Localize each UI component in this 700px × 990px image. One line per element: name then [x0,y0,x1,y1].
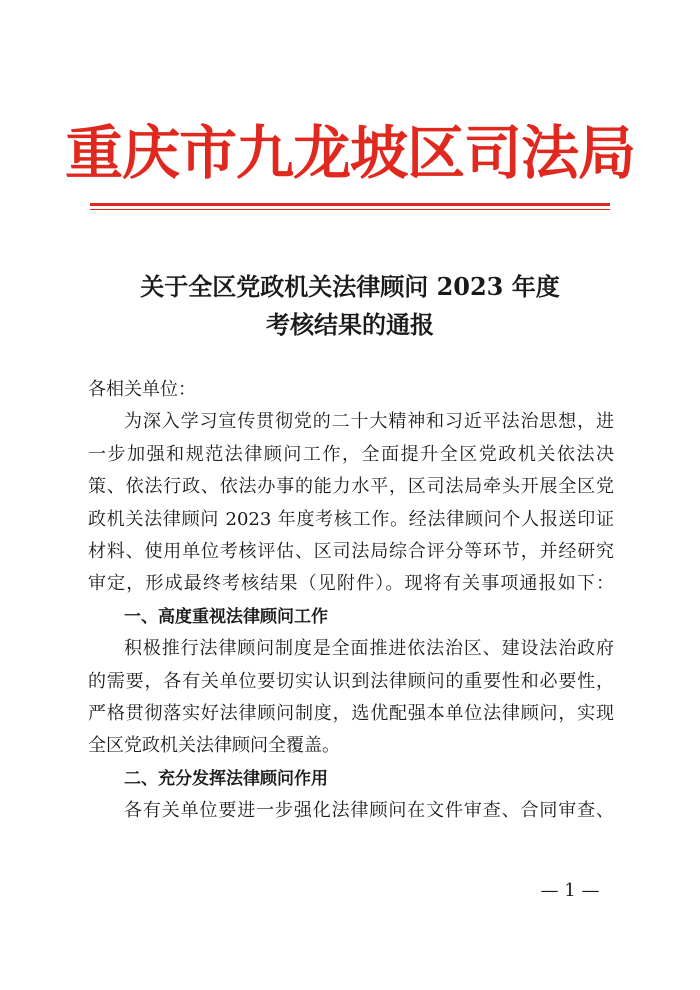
page-number: — 1 — [540,880,600,901]
document-title [90,268,610,344]
document-body [88,374,614,827]
title-line-2: 考核结果的通报 [266,310,434,339]
paragraph-1-line: 策、依法行政、依法办事的能力水平，区司法局牵头开展全区党 [88,476,614,498]
paragraph-2-line: 的需要，各有关单位要切实认识到法律顾问的重要性和必要性， [88,670,614,692]
section-2-heading: 二、充分发挥法律顾问作用 [124,768,328,789]
masthead-rule-thin [90,209,610,210]
paragraph-2-line: 严格贯彻落实好法律顾问制度，选优配强本单位法律顾问，实现 [88,702,614,724]
section-1-heading: 一、高度重视法律顾问工作 [124,606,328,627]
paragraph-1-line: 政机关法律顾问 2023 年度考核工作。经法律顾问个人报送印证 [88,508,614,530]
paragraph-3-line: 各有关单位要进一步强化法律顾问在文件审查、合同审查、 [124,800,614,822]
paragraph-1-line: 审定，形成最终考核结果（见附件）。现将有关事项通报如下： [88,573,614,595]
title-line-1: 关于全区党政机关法律顾问 2023 年度 [140,272,560,301]
paragraph-1-line: 为深入学习宣传贯彻党的二十大精神和习近平法治思想，进 [124,411,614,433]
issuer-masthead: 重庆市九龙坡区司法局 [64,119,635,187]
paragraph-1-line: 一步加强和规范法律顾问工作，全面提升全区党政机关依法决 [88,443,614,465]
paragraph-1-line: 材料、使用单位考核评估、区司法局综合评分等环节，并经研究 [88,540,614,562]
salutation: 各相关单位： [88,379,196,400]
paragraph-2-line: 全区党政机关法律顾问全覆盖。 [88,735,340,757]
paragraph-2-line: 积极推行法律顾问制度是全面推进依法治区、建设法治政府 [124,638,614,660]
masthead-rule-thick [90,203,610,206]
